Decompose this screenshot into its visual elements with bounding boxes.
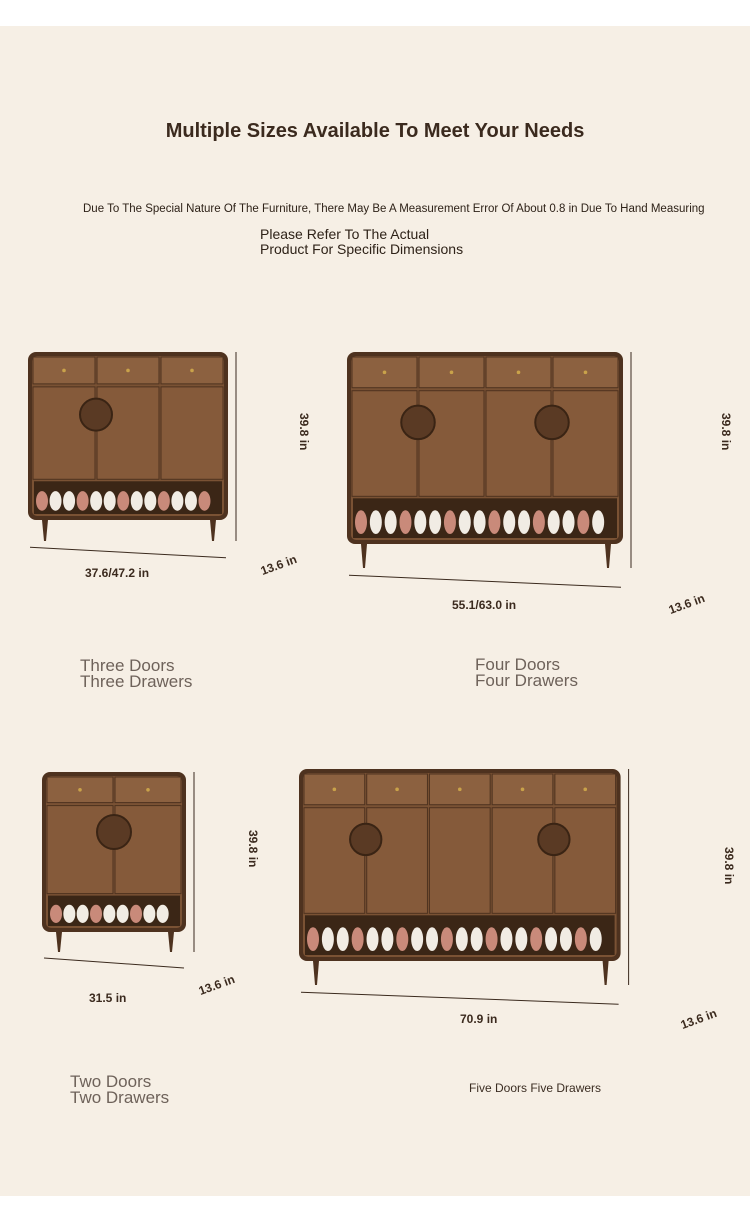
shoe: [103, 905, 115, 923]
door-ornament: [535, 406, 569, 440]
width-dimension-line: [44, 958, 184, 968]
drawer-knob: [78, 788, 82, 792]
drawer-knob: [126, 369, 130, 373]
four-door-label: [475, 657, 578, 689]
dimension-note: [260, 227, 463, 257]
page-background: [0, 26, 750, 1196]
shoe: [158, 491, 170, 511]
two-door-cabinet-image: [40, 770, 220, 970]
shoe: [143, 905, 155, 923]
shoe: [444, 510, 456, 534]
shoe: [575, 927, 587, 951]
shoe: [396, 927, 408, 951]
two-door-label: [70, 1074, 169, 1106]
shoe: [367, 927, 379, 951]
door-panel: [555, 808, 616, 914]
shoe: [36, 491, 48, 511]
shoe: [104, 491, 116, 511]
shoe: [90, 491, 102, 511]
shoe: [322, 927, 334, 951]
cabinet-leg: [42, 520, 48, 541]
two-door-width: 31.5 in: [89, 991, 127, 1005]
door-panel: [486, 391, 551, 497]
shoe: [488, 510, 500, 534]
drawer-knob: [517, 371, 521, 375]
shoe: [563, 510, 575, 534]
door-panel: [553, 391, 618, 497]
shoe: [307, 927, 319, 951]
shoe: [117, 491, 129, 511]
cabinet-leg: [603, 961, 609, 985]
shoe: [50, 491, 62, 511]
shoe: [185, 491, 197, 511]
shoe: [77, 905, 89, 923]
shoe: [500, 927, 512, 951]
shoe: [90, 905, 102, 923]
five-door-cabinet-image: [297, 767, 699, 1007]
shoe: [515, 927, 527, 951]
shoe: [548, 510, 560, 534]
shoe: [503, 510, 515, 534]
two-door-label-line1: Two Doors: [70, 1072, 152, 1091]
door-ornament: [538, 824, 569, 855]
width-dimension-line: [301, 992, 619, 1004]
four-door-depth: 13.6 in: [666, 591, 707, 617]
three-door-height: 39.8 in: [297, 413, 311, 451]
shoe: [337, 927, 349, 951]
four-door-height: 39.8 in: [719, 413, 733, 451]
shoe: [352, 927, 364, 951]
measurement-note: Due To The Special Nature Of The Furniture, There May Be A Measurement Error Of About 0.8 in Due To Hand Measuring: [83, 203, 705, 215]
shoe: [518, 510, 530, 534]
three-door-width: 37.6/47.2 in: [85, 566, 150, 580]
door-panel: [352, 391, 417, 497]
four-door-cabinet-image: [345, 350, 690, 590]
drawer-knob: [583, 788, 587, 792]
shoe: [533, 510, 545, 534]
shoe: [144, 491, 156, 511]
shoe: [545, 927, 557, 951]
shoe: [577, 510, 589, 534]
shoe: [77, 491, 89, 511]
shoe: [63, 905, 75, 923]
shoe: [474, 510, 486, 534]
drawer-knob: [521, 788, 525, 792]
shoe: [459, 510, 471, 534]
shoe: [530, 927, 542, 951]
cabinet-leg: [56, 932, 62, 952]
shoe: [399, 510, 411, 534]
page-title: Multiple Sizes Available To Meet Your Needs: [165, 120, 585, 142]
door-panel: [492, 808, 553, 914]
door-panel: [367, 808, 428, 914]
five-door-width: 70.9 in: [460, 1012, 498, 1026]
shoe: [426, 927, 438, 951]
shoe: [385, 510, 397, 534]
shoe: [130, 905, 142, 923]
two-door-depth: 13.6 in: [196, 972, 237, 998]
five-door-label: Five Doors Five Drawers: [469, 1081, 602, 1095]
cabinet-leg: [361, 544, 367, 568]
drawer-knob: [333, 788, 337, 792]
five-door-height: 39.8 in: [722, 847, 736, 885]
width-dimension-line: [349, 575, 621, 587]
shoe: [171, 491, 183, 511]
shoe: [63, 491, 75, 511]
dimension-note-line2: Product For Specific Dimensions: [260, 241, 464, 257]
drawer-knob: [450, 371, 454, 375]
door-panel: [97, 387, 159, 479]
door-ornament: [97, 815, 131, 849]
cabinet-leg: [605, 544, 611, 568]
door-ornament: [80, 399, 112, 431]
drawer-knob: [395, 788, 399, 792]
shoe: [414, 510, 426, 534]
shoe: [198, 491, 210, 511]
shoe: [592, 510, 604, 534]
four-door-label-line2: Four Drawers: [475, 671, 578, 690]
shoe: [471, 927, 483, 951]
four-door-width: 55.1/63.0 in: [452, 598, 517, 612]
dimension-note-line1: Please Refer To The Actual: [260, 226, 430, 242]
shoe: [560, 927, 572, 951]
drawer-knob: [383, 371, 387, 375]
shoe: [157, 905, 169, 923]
door-panel: [429, 808, 490, 914]
door-panel: [161, 387, 223, 479]
five-door-depth: 13.6 in: [678, 1006, 719, 1032]
two-door-label-line2: Two Drawers: [70, 1088, 170, 1107]
cabinet-leg: [313, 961, 319, 985]
door-panel: [419, 391, 484, 497]
shoe: [117, 905, 129, 923]
drawer-knob: [146, 788, 150, 792]
shoe: [429, 510, 441, 534]
shoe: [456, 927, 468, 951]
cabinet-leg: [210, 520, 216, 541]
shoe: [411, 927, 423, 951]
drawer-knob: [62, 369, 66, 373]
shoe: [131, 491, 143, 511]
two-door-height: 39.8 in: [246, 830, 260, 868]
drawer-knob: [584, 371, 588, 375]
three-door-label-line2: Three Drawers: [80, 672, 193, 691]
shoe: [381, 927, 393, 951]
four-door-label-line1: Four Doors: [475, 655, 561, 674]
three-door-label: [80, 658, 192, 690]
three-door-depth: 13.6 in: [258, 552, 299, 578]
door-panel: [304, 808, 365, 914]
width-dimension-line: [30, 547, 226, 558]
door-panel: [33, 387, 95, 479]
shoe: [486, 927, 498, 951]
shoe: [355, 510, 367, 534]
shoe: [441, 927, 453, 951]
shoe: [370, 510, 382, 534]
three-door-label-line1: Three Doors: [80, 656, 175, 675]
cabinet-leg: [168, 932, 174, 952]
door-ornament: [401, 406, 435, 440]
shoe: [50, 905, 62, 923]
shoe: [590, 927, 602, 951]
drawer-knob: [190, 369, 194, 373]
drawer-knob: [458, 788, 462, 792]
three-door-cabinet-image: [26, 350, 276, 560]
door-ornament: [350, 824, 381, 855]
